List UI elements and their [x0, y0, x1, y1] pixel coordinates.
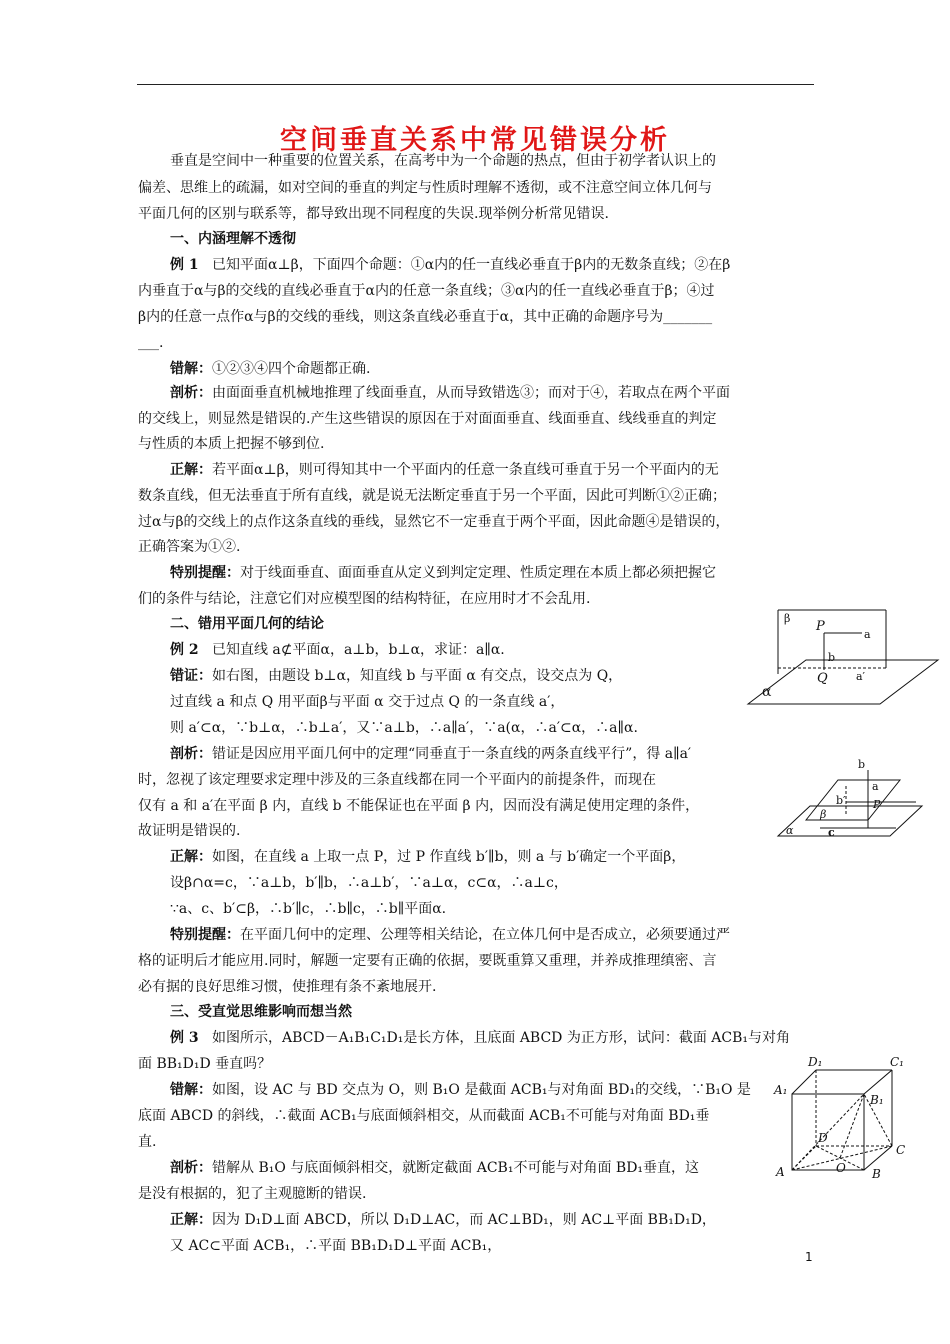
wrong-solution-line: 直. — [138, 1134, 157, 1150]
tip-line: 格的证明后才能应用.同时，解题一定要有正确的依据，要既重算又重理，并养成推理缜密、言 — [138, 953, 717, 969]
wrong-text: ①②③④四个命题都正确. — [212, 361, 371, 377]
correct-line: 又 AC⊂平面 ACB₁，∴平面 BB₁D₁D⊥平面 ACB₁， — [170, 1238, 502, 1254]
segment-AB1 — [792, 1094, 864, 1170]
label-beta: β — [784, 612, 791, 625]
label-D1: D₁ — [808, 1055, 823, 1069]
label-b: b — [858, 758, 866, 771]
analysis-line: 故证明是错误的. — [138, 823, 241, 839]
plane-alpha-outline — [748, 660, 938, 704]
example-2-line — [170, 640, 505, 660]
intro-line: 垂直是空间中一种重要的位置关系，在高考中为一个命题的热点，但由于初学者认识上的 — [170, 153, 716, 169]
tip-text: 在平面几何中的定理、公理等相关结论，在立体几何中是否成立，必须要通过严 — [240, 927, 730, 943]
label-B: B — [872, 1167, 881, 1181]
analysis-label: 剖析： — [170, 385, 212, 401]
label-P: P — [816, 619, 825, 634]
section-heading: 三、受直觉思维影响而想当然 — [170, 1004, 352, 1020]
example-label: 例 3 — [170, 1030, 199, 1046]
example-1-line — [170, 255, 730, 275]
tip-text: 对于线面垂直、面面垂直从定义到判定定理、性质定理在本质上都必须把握它 — [240, 565, 716, 581]
label-beta: β — [820, 808, 827, 821]
correct-text: 若平面α⊥β，则可得知其中一个平面内的任意一条直线可垂直于另一个平面内的无 — [212, 462, 719, 478]
analysis-label: 剖析： — [170, 746, 212, 762]
analysis-line — [170, 744, 691, 764]
wrong-label: 错解： — [170, 361, 212, 377]
cuboid-edge — [864, 1070, 892, 1094]
label-Q: Q — [817, 671, 828, 686]
correct-line: 过α与β的交线上的点作这条直线的垂线，显然它不一定垂直于两个平面，因此命题④是错误的， — [138, 514, 730, 530]
label-b-prime: b′ — [836, 794, 846, 807]
figure-cuboid-diagram — [772, 1054, 922, 1182]
label-B1: B₁ — [870, 1093, 884, 1107]
correct-line: 设β∩α=c，∵a⊥b，b′∥b，∴a⊥b′，∵a⊥α，c⊂α，∴a⊥c， — [170, 875, 568, 891]
wrong-proof-line: 则 a′⊂α，∵b⊥α，∴b⊥a′，又∵a⊥b，∴a∥a′，∵a(α，∴a′⊂α，∴a∥α. — [170, 720, 638, 736]
analysis-line: 与性质的本质上把握不够到位. — [138, 436, 325, 452]
analysis-line — [170, 383, 730, 403]
analysis-line — [170, 1158, 699, 1178]
correct-line — [170, 847, 685, 867]
correct-line — [170, 1210, 716, 1230]
label-alpha: α — [762, 684, 772, 700]
example-1-line: ___. — [138, 335, 164, 351]
tip-label: 特别提醒： — [170, 565, 240, 581]
label-C: C — [896, 1143, 906, 1157]
analysis-text: 错证是因应用平面几何中的定理“同垂直于一条直线的两条直线平行”，得 a∥a′ — [212, 746, 692, 762]
correct-line: ∵a、c、b′⊂β，∴b′∥c，∴b∥c，∴b∥平面α. — [170, 901, 447, 917]
wrong-solution-line — [170, 1080, 751, 1100]
label-C1: C₁ — [890, 1055, 904, 1069]
wrong-solution — [170, 359, 370, 379]
example-3-line — [170, 1028, 790, 1048]
tip-label: 特别提醒： — [170, 927, 240, 943]
example-label: 例 1 — [170, 257, 199, 273]
example-text: 如图所示，ABCD－A₁B₁C₁D₁是长方体，且底面 ABCD 为正方形，试问：截面 ACB₁与对角 — [211, 1030, 791, 1046]
example-3-line: 面 BB₁D₁D 垂直吗？ — [138, 1056, 272, 1072]
figure-wrong-proof-diagram — [744, 604, 944, 706]
plane-alpha-outline — [778, 806, 922, 836]
correct-label: 正解： — [170, 1212, 212, 1228]
analysis-label: 剖析： — [170, 1160, 212, 1176]
example-text: 已知平面α⊥β，下面四个命题：①α内的任一直线必垂直于β内的无数条直线；②在β — [211, 257, 731, 273]
correct-line: 数条直线，但无法垂直于所有直线，就是说无法断定垂直于另一个平面，因此可判断①②正确； — [138, 488, 726, 504]
analysis-text: 错解从 B₁O 与底面倾斜相交，就断定截面 ACB₁不可能与对角面 BD₁垂直，这 — [212, 1160, 700, 1176]
example-1-line: 内垂直于α与β的交线的直线必垂直于α内的任意一条直线；③α内的任一直线必垂直于β；④过 — [138, 283, 715, 299]
label-c: c — [828, 826, 835, 839]
label-P: P — [873, 798, 881, 811]
correct-line — [170, 460, 719, 480]
header-rule — [137, 84, 814, 85]
label-a: a — [872, 780, 879, 793]
example-1-line: β内的任意一点作α与β的交线的垂线，则这条直线必垂直于α，其中正确的命题序号为_______ — [138, 309, 713, 325]
analysis-line: 是没有根据的，犯了主观臆断的错误. — [138, 1186, 367, 1202]
wrong-proof-line: 过直线 a 和点 Q 用平面β与平面 α 交于过点 Q 的一条直线 a′， — [170, 694, 565, 710]
label-O: O — [836, 1161, 846, 1175]
section-heading: 一、内涵理解不透彻 — [170, 231, 296, 247]
label-a-prime: a′ — [856, 670, 866, 683]
analysis-line: 仅有 a 和 a′在平面 β 内，直线 b 不能保证也在平面 β 内，因而没有满足使用定理的条件， — [138, 798, 700, 814]
segment-B1O — [840, 1094, 864, 1158]
wrong-solution-line: 底面 ABCD 的斜线，∴截面 ACB₁与底面倾斜相交，从而截面 ACB₁不可能与对角面 BD₁垂 — [138, 1108, 710, 1124]
tip-line — [170, 563, 716, 583]
example-label: 例 2 — [170, 642, 199, 658]
figure-correct-solution-diagram — [776, 756, 926, 844]
correct-label: 正解： — [170, 849, 212, 865]
label-A: A — [776, 1165, 785, 1179]
correct-label: 正解： — [170, 462, 212, 478]
intro-line: 平面几何的区别与联系等，都导致出现不同程度的失误.现举例分析常见错误. — [138, 206, 609, 222]
wrong-text: 如右图，由题设 b⊥α，知直线 b 与平面 α 有交点，设交点为 Q， — [212, 668, 623, 684]
label-b: b — [828, 651, 836, 664]
analysis-line: 时，忽视了该定理要求定理中涉及的三条直线都在同一个平面内的前提条件，而现在 — [138, 772, 656, 788]
tip-line: 们的条件与结论，注意它们对应模型图的结构特征，在应用时才不会乱用. — [138, 591, 591, 607]
wrong-proof-line — [170, 666, 622, 686]
example-text: 已知直线 a⊄平面α，a⊥b，b⊥α，求证：a∥α. — [211, 642, 505, 658]
tip-line — [170, 925, 730, 945]
correct-text: 如图，在直线 a 上取一点 P，过 P 作直线 b′∥b，则 a 与 b′确定一个平面β， — [212, 849, 686, 865]
correct-line: 正确答案为①②. — [138, 539, 241, 555]
cuboid-edge — [792, 1070, 816, 1094]
page-title: 空间垂直关系中常见错误分析 — [280, 125, 670, 156]
wrong-label: 错证： — [170, 668, 212, 684]
tip-line: 必有据的良好思维习惯，使推理有条不紊地展开. — [138, 979, 437, 995]
wrong-label: 错解： — [170, 1082, 212, 1098]
intro-line: 偏差、思维上的疏漏，如对空间的垂直的判定与性质时理解不透彻，或不注意空间立体几何与 — [138, 180, 712, 196]
analysis-text: 由面面垂直机械地推理了线面垂直，从而导致错选③；而对于④，若取点在两个平面 — [212, 385, 730, 401]
analysis-line: 的交线上，则显然是错误的.产生这些错误的原因在于对面面垂直、线面垂直、线线垂直的判定 — [138, 411, 717, 427]
page-number: 1 — [805, 1250, 813, 1264]
label-D: D — [818, 1131, 828, 1145]
wrong-text: 如图，设 AC 与 BD 交点为 O，则 B₁O 是截面 ACB₁与对角面 BD₁的交线，∵B₁O 是 — [212, 1082, 751, 1098]
correct-text: 因为 D₁D⊥面 ABCD，所以 D₁D⊥AC，而 AC⊥BD₁，则 AC⊥平面 BB₁D₁D， — [212, 1212, 716, 1228]
label-A1: A₁ — [774, 1083, 788, 1097]
section-heading: 二、错用平面几何的结论 — [170, 616, 324, 632]
label-a: a — [864, 628, 871, 641]
label-alpha: α — [786, 824, 794, 837]
